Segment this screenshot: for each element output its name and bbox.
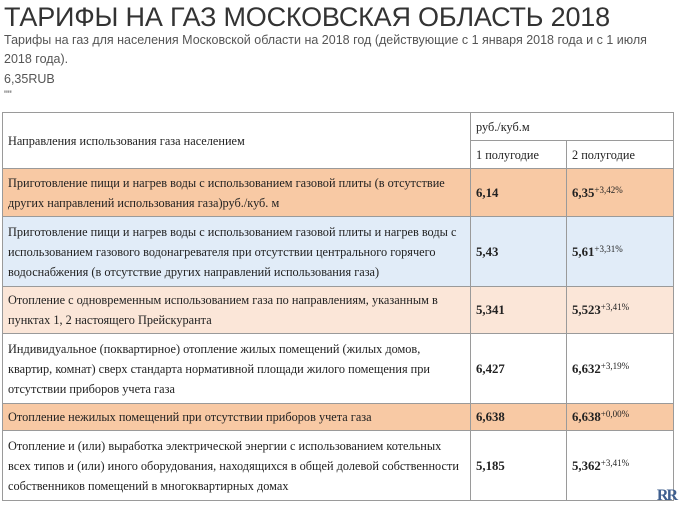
row-direction: Отопление и (или) выработка электрической энергии с использованием котельных всех типов и (или) иного оборудования, находящихся в общей долевой собственности собственников помещений в многоквартирных домах (3, 431, 471, 501)
row-direction: Отопление с одновременным использованием газа по направлениям, указанным в пунктах 1, 2 настоящего Прейскуранта (3, 287, 471, 334)
row-half2-cell (567, 217, 674, 287)
header-unit: руб./куб.м (471, 113, 674, 141)
quotes-text: "" (4, 89, 12, 101)
header-half2: 2 полугодие (567, 141, 674, 169)
row-direction: Приготовление пищи и нагрев воды с использованием газовой плиты (в отсутствие других направлений использования газа)руб./куб. м (3, 169, 471, 217)
table-row (3, 431, 674, 501)
row-delta: +3,41% (600, 457, 630, 468)
table-row (3, 169, 674, 217)
row-half2-cell (567, 334, 674, 404)
row-half2-value: 5,362 (572, 458, 601, 473)
header-direction: Направления использования газа населением (3, 113, 471, 169)
row-delta: +3,41% (600, 302, 630, 312)
table-row (3, 217, 674, 287)
row-half2-value: 5,61 (572, 244, 595, 259)
row-half1-value: 6,427 (471, 334, 567, 404)
tariffs-table-body (3, 113, 674, 501)
row-half1-value: 6,14 (471, 169, 567, 217)
row-half2-value: 5,523 (572, 303, 601, 317)
price-text: 6,35RUB (4, 72, 55, 86)
intro-text: Тарифы на газ для населения Московской области на 2018 год (действующие с 1 января 2018 года и с 1 июля 2018 года). (4, 33, 647, 66)
table-header-row-1 (3, 113, 674, 141)
row-half1-value: 6,638 (471, 404, 567, 431)
row-delta: +0,00% (600, 409, 630, 419)
watermark-logo: RR (656, 487, 676, 504)
header-half1: 1 полугодие (471, 141, 567, 169)
row-half2-value: 6,638 (572, 410, 601, 424)
table-row (3, 404, 674, 431)
row-half2-cell (567, 404, 674, 431)
tariffs-table (2, 112, 674, 501)
table-row (3, 287, 674, 334)
row-half2-cell (567, 169, 674, 217)
row-delta: +3,31% (594, 243, 623, 254)
row-half1-value: 5,341 (471, 287, 567, 334)
row-half1-value: 5,43 (471, 217, 567, 287)
row-direction: Индивидуальное (поквартирное) отопление жилых помещений (жилых домов, квартир, комнат) сверх стандарта нормативной площади жилого помещения при отсутствии приборов учета газа (3, 334, 471, 404)
row-half2-value: 6,632 (572, 361, 601, 376)
row-direction: Приготовление пищи и нагрев воды с использованием газовой плиты и нагрев воды с использованием газового водонагревателя при отсутствии центрального горячего водоснабжения (в отсутствие других направлений использования газа) (3, 217, 471, 287)
table-row (3, 334, 674, 404)
row-delta: +3,19% (600, 360, 630, 371)
row-half2-value: 6,35 (572, 185, 595, 200)
row-direction: Отопление нежилых помещений при отсутствии приборов учета газа (3, 404, 471, 431)
page-title: ТАРИФЫ НА ГАЗ МОСКОВСКАЯ ОБЛАСТЬ 2018 (4, 2, 610, 32)
row-half1-value: 5,185 (471, 431, 567, 501)
row-half2-cell (567, 287, 674, 334)
row-delta: +3,42% (594, 184, 623, 195)
